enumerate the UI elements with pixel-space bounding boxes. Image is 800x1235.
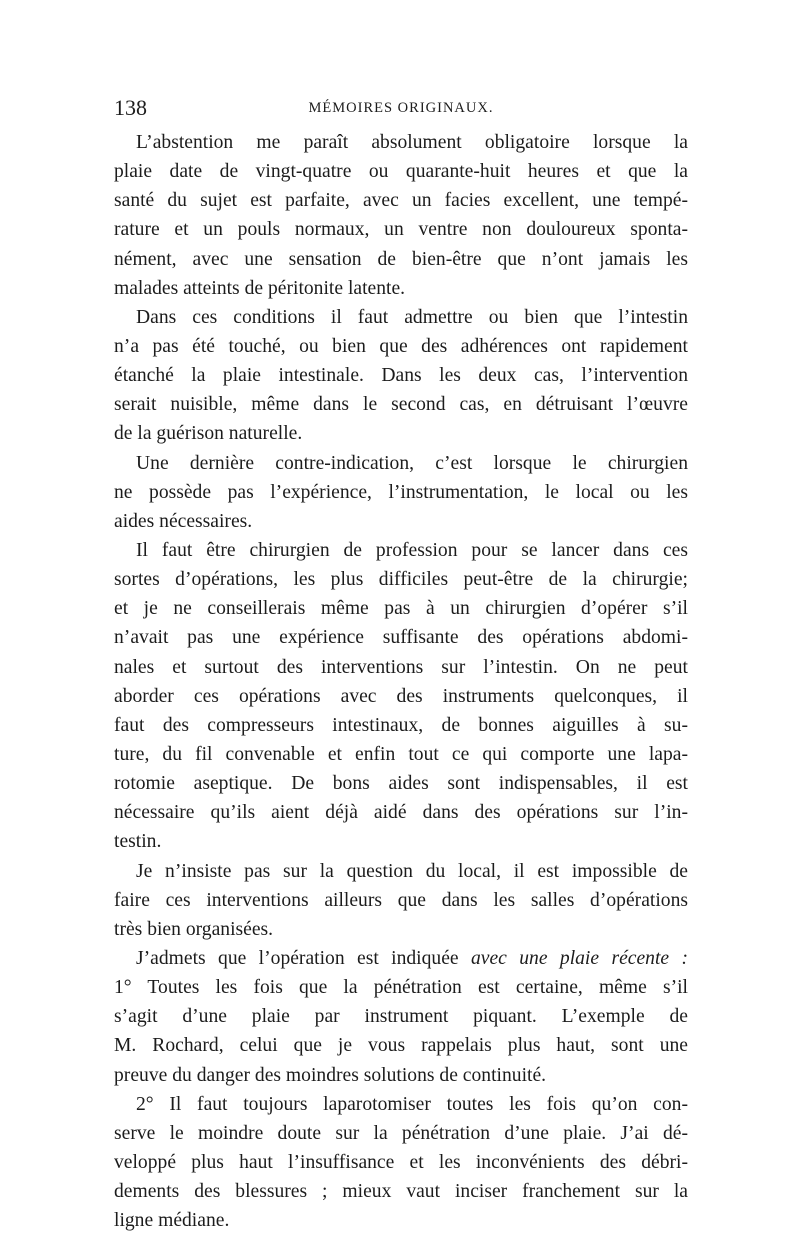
- text-line: rature et un pouls normaux, un ventre non douloureux sponta-: [114, 219, 688, 241]
- text-line: serve le moindre doute sur la pénétration d’une plaie. J’ai dé-: [114, 1122, 688, 1144]
- text-line: [114, 944, 688, 973]
- text-line: ne possède pas l’expérience, l’instrumentation, le local ou les: [114, 481, 688, 503]
- text-line: très bien organisées.: [114, 918, 274, 940]
- text-line: Dans ces conditions il faut admettre ou bien que l’intestin: [136, 306, 688, 328]
- text-line: nément, avec une sensation de bien-être que n’ont jamais les: [114, 248, 688, 270]
- text-line: et je ne conseillerais même pas à un chirurgien d’opérer s’il: [114, 598, 688, 620]
- text-line: aborder ces opérations avec des instruments quelconques, il: [114, 685, 688, 707]
- text-line: serait nuisible, même dans le second cas, en détruisant l’œuvre: [114, 394, 688, 416]
- page-header: [114, 93, 688, 123]
- text-line: ligne médiane.: [114, 1210, 230, 1232]
- text-line: testin.: [114, 831, 162, 853]
- text-line: Il faut être chirurgien de profession pour se lancer dans ces: [136, 539, 688, 561]
- text-line: étanché la plaie intestinale. Dans les deux cas, l’intervention: [114, 365, 688, 387]
- text-line: veloppé plus haut l’insuffisance et les inconvénients des débri-: [114, 1151, 688, 1173]
- text-line: dements des blessures ; mieux vaut inciser franchement sur la: [114, 1181, 688, 1203]
- text-line: n’a pas été touché, ou bien que des adhérences ont rapidement: [114, 335, 688, 357]
- text-line: faut des compresseurs intestinaux, de bonnes aiguilles à su-: [114, 714, 688, 736]
- text-line: 1° Toutes les fois que la pénétration est certaine, même s’il: [114, 977, 688, 999]
- text-line: s’agit d’une plaie par instrument piquant. L’exemple de: [114, 1006, 688, 1028]
- text-line: ture, du fil convenable et enfin tout ce qui comporte une lapa-: [114, 743, 688, 765]
- text-line: Une dernière contre-indication, c’est lorsque le chirurgien: [136, 452, 688, 474]
- page-number: 138: [114, 95, 147, 120]
- text-line: malades atteints de péritonite latente.: [114, 277, 406, 299]
- text-line: plaie date de vingt-quatre ou quarante-huit heures et que la: [114, 161, 688, 183]
- text-line: faire ces interventions ailleurs que dans les salles d’opérations: [114, 889, 688, 911]
- text-line: Je n’insiste pas sur la question du local, il est impossible de: [136, 860, 688, 882]
- text-line: sortes d’opérations, les plus difficiles peut-être de la chirurgie;: [114, 569, 688, 591]
- text-line: preuve du danger des moindres solutions de continuité.: [114, 1064, 547, 1086]
- text-line: M. Rochard, celui que je vous rappelais plus haut, sont une: [114, 1035, 688, 1057]
- running-title: MÉMOIRES ORIGINAUX.: [308, 100, 494, 116]
- text-line: santé du sujet est parfaite, avec un facies excellent, une tempé-: [114, 190, 688, 212]
- text-line: nales et surtout des interventions sur l’intestin. On ne peut: [114, 656, 688, 678]
- text-line: de la guérison naturelle.: [114, 423, 303, 445]
- text-line: nécessaire qu’ils aient déjà aidé dans des opérations sur l’in-: [114, 802, 688, 824]
- text-line: n’avait pas une expérience suffisante des opérations abdomi-: [114, 627, 688, 649]
- text-line-roman: J’admets que l’opération est indiquée: [136, 947, 459, 969]
- text-line: 2° Il faut toujours laparotomiser toutes les fois qu’on con-: [136, 1093, 688, 1115]
- body-text: [114, 128, 688, 1235]
- text-line: aides nécessaires.: [114, 510, 253, 532]
- text-line: L’abstention me paraît absolument obligatoire lorsque la: [136, 132, 688, 153]
- text-line-italic: avec une plaie récente :: [470, 947, 688, 969]
- text-line: rotomie aseptique. De bons aides sont indispensables, il est: [114, 773, 688, 795]
